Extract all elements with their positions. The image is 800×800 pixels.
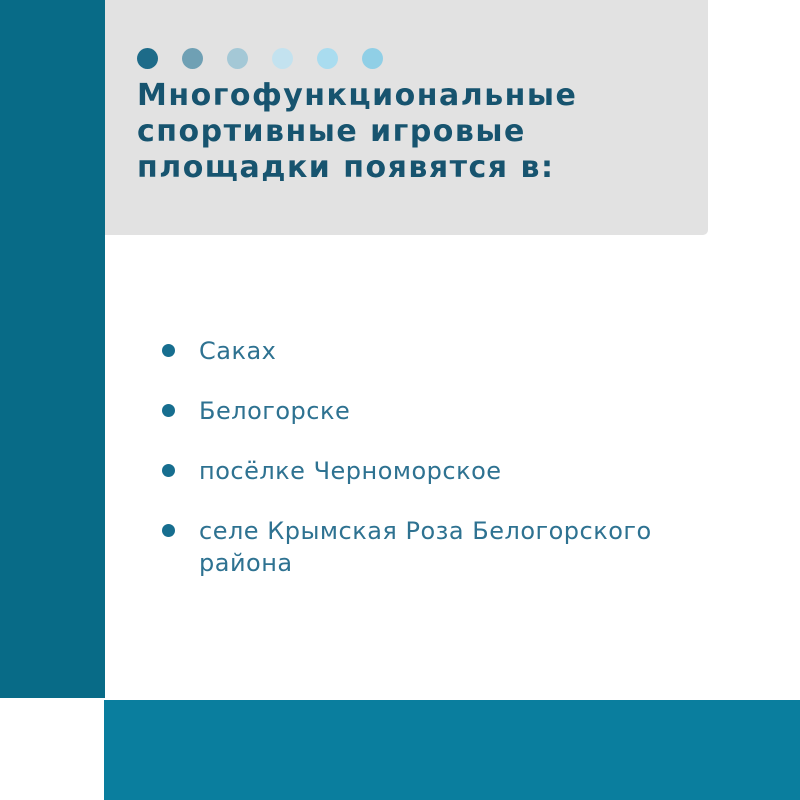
page-title [137,78,708,186]
dot-icon [182,48,203,69]
list-item [162,515,672,579]
dot-icon [137,48,158,69]
bullet-icon [162,524,175,537]
gradient-dots-row [137,48,708,69]
locations-list [162,335,672,607]
list-item [162,335,672,367]
left-accent-bar [0,0,105,698]
bottom-accent-bar [104,700,800,800]
bullet-icon [162,404,175,417]
page-title-line: площадки появятся в: [137,150,555,185]
bullet-icon [162,344,175,357]
dot-icon [272,48,293,69]
list-item-label: селе Крымская Роза Белогорского района [199,517,652,577]
header-panel [105,0,708,235]
page-title-line: спортивные игровые [137,114,526,149]
page-title-line: Многофункциональные [137,78,578,113]
dot-icon [317,48,338,69]
list-item [162,455,672,487]
list-item [162,395,672,427]
dot-icon [227,48,248,69]
dot-icon [362,48,383,69]
list-item-label: Белогорске [199,397,351,425]
list-item-label: посёлке Черноморское [199,457,502,485]
list-item-label: Саках [199,337,277,365]
bullet-icon [162,464,175,477]
